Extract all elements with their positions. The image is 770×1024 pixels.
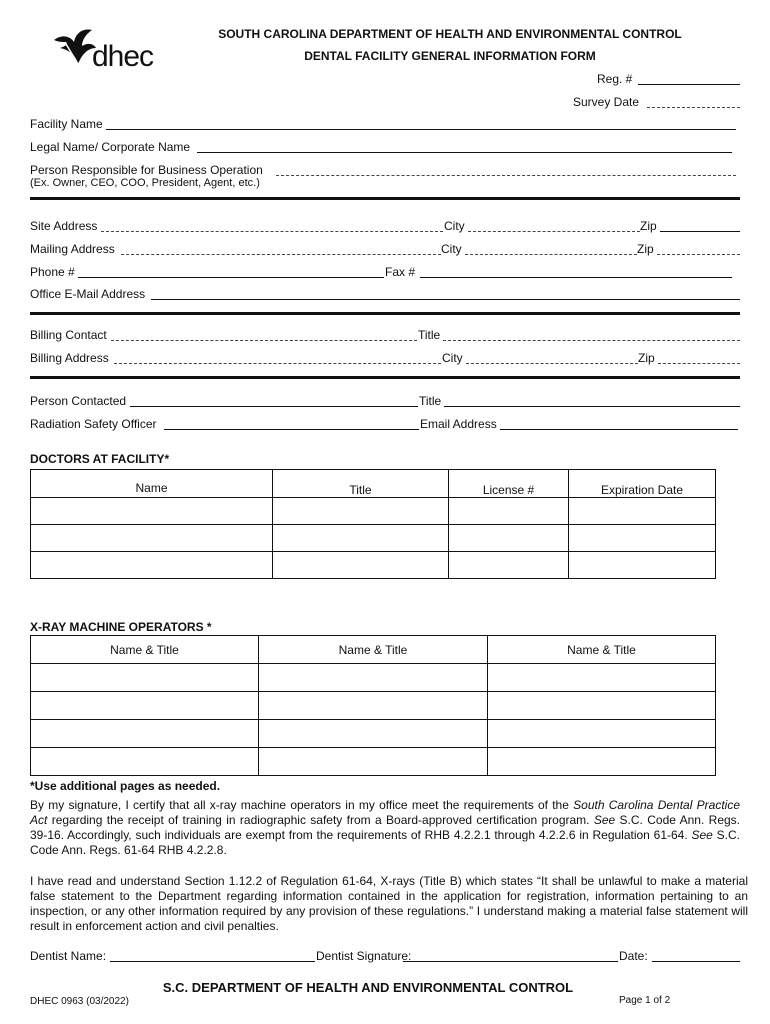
mailing-address-field[interactable] xyxy=(121,254,441,255)
mailing-zip-label: Zip xyxy=(637,242,654,256)
facility-name-field[interactable] xyxy=(106,129,736,130)
table-cell[interactable] xyxy=(259,720,488,748)
legal-name-field[interactable] xyxy=(197,152,732,153)
person-contacted-field[interactable] xyxy=(130,406,418,407)
operators-table xyxy=(30,635,716,776)
table-cell[interactable] xyxy=(273,498,449,525)
footer-agency: S.C. DEPARTMENT OF HEALTH AND ENVIRONMENTAL CONTROL xyxy=(162,980,574,995)
office-email-label: Office E-Mail Address xyxy=(30,287,146,301)
table-cell[interactable] xyxy=(273,552,449,579)
table-cell[interactable] xyxy=(569,525,716,552)
table-row xyxy=(31,748,716,776)
section-divider xyxy=(30,376,740,379)
contact-title-label: Title xyxy=(419,394,442,408)
col-name-title-3: Name & Title xyxy=(488,636,716,664)
dentist-name-label: Dentist Name: xyxy=(30,949,107,963)
person-responsible-field[interactable] xyxy=(276,175,736,176)
logo-wordmark: dhec xyxy=(92,40,154,73)
fax-field[interactable] xyxy=(420,277,732,278)
mailing-address-label: Mailing Address xyxy=(30,242,115,256)
dhec-logo xyxy=(52,26,172,74)
additional-pages-note: *Use additional pages as needed. xyxy=(30,779,221,793)
table-row xyxy=(31,498,716,525)
cert-text-c: S.C. Code Ann. Regs. 39-16. Accordingly, such individuals are exempt from the requirements of RHB 4.2.2.1 through 4.2.2.6 in Regulation 61-64. xyxy=(30,813,740,842)
table-cell[interactable] xyxy=(488,748,716,776)
page-number: Page 1 of 2 xyxy=(619,995,671,1006)
table-cell[interactable] xyxy=(259,748,488,776)
col-title: Title xyxy=(273,470,449,498)
site-zip-label: Zip xyxy=(640,219,657,233)
table-cell[interactable] xyxy=(259,692,488,720)
agency-title: SOUTH CAROLINA DEPARTMENT OF HEALTH AND ENVIRONMENTAL CONTROL xyxy=(218,27,682,41)
site-address-field[interactable] xyxy=(101,231,443,232)
table-cell[interactable] xyxy=(31,692,259,720)
person-contacted-label: Person Contacted xyxy=(30,394,127,408)
operators-heading: X-RAY MACHINE OPERATORS * xyxy=(30,620,212,634)
dental-practice-act: South Carolina Dental Practice Act xyxy=(30,798,740,827)
phone-label: Phone # xyxy=(30,265,75,279)
billing-city-label: City xyxy=(442,351,463,365)
table-cell[interactable] xyxy=(449,552,569,579)
mailing-zip-field[interactable] xyxy=(657,254,740,255)
legal-name-label: Legal Name/ Corporate Name xyxy=(30,140,191,154)
facility-name-label: Facility Name xyxy=(30,117,103,131)
table-row xyxy=(31,552,716,579)
table-cell[interactable] xyxy=(31,748,259,776)
site-city-label: City xyxy=(444,219,465,233)
reg-label: Reg. # xyxy=(597,72,633,86)
col-expiration: Expiration Date xyxy=(569,470,716,498)
section-divider xyxy=(30,312,740,315)
table-cell[interactable] xyxy=(31,498,273,525)
site-address-label: Site Address xyxy=(30,219,98,233)
form-number: DHEC 0963 (03/2022) xyxy=(30,996,129,1007)
table-row xyxy=(31,525,716,552)
operators-header-row xyxy=(31,636,716,664)
doctors-header-row xyxy=(31,470,716,498)
fax-label: Fax # xyxy=(385,265,416,279)
contact-title-field[interactable] xyxy=(444,406,740,407)
email-address-label: Email Address xyxy=(420,417,497,431)
person-responsible-label: Person Responsible for Business Operation xyxy=(30,163,263,177)
cert-text-d: S.C. Code Ann. Regs. 61-64 RHB 4.2.2.8. xyxy=(30,828,741,857)
cert-text-a: By my signature, I certify that all x-ray machine operators in my office meet the requirements of the xyxy=(30,798,574,812)
col-name: Name xyxy=(31,470,273,498)
col-license: License # xyxy=(449,470,569,498)
billing-zip-field[interactable] xyxy=(658,363,740,364)
table-cell[interactable] xyxy=(488,664,716,692)
dentist-signature-field[interactable] xyxy=(403,961,618,962)
phone-field[interactable] xyxy=(78,277,384,278)
table-cell[interactable] xyxy=(569,552,716,579)
site-city-field[interactable] xyxy=(468,231,640,232)
doctors-table xyxy=(30,469,716,579)
reg-field[interactable] xyxy=(638,84,740,85)
table-row xyxy=(31,720,716,748)
col-name-title-1: Name & Title xyxy=(31,636,259,664)
email-address-field[interactable] xyxy=(500,429,738,430)
table-cell[interactable] xyxy=(488,720,716,748)
table-cell[interactable] xyxy=(31,525,273,552)
table-cell[interactable] xyxy=(31,552,273,579)
billing-title-field[interactable] xyxy=(443,340,740,341)
billing-address-label: Billing Address xyxy=(30,351,109,365)
certification-paragraph xyxy=(30,798,740,858)
cert-text-b: regarding the receipt of training in radiographic safety from a Board-approved certification program. xyxy=(47,813,594,827)
form-title: DENTAL FACILITY GENERAL INFORMATION FORM xyxy=(304,49,596,63)
section-divider xyxy=(30,197,740,200)
mailing-city-label: City xyxy=(441,242,462,256)
billing-zip-label: Zip xyxy=(638,351,655,365)
col-name-title-2: Name & Title xyxy=(259,636,488,664)
radiation-officer-label: Radiation Safety Officer xyxy=(30,417,157,431)
billing-title-label: Title xyxy=(418,328,441,342)
see-ref-1: See xyxy=(593,813,616,827)
survey-date-label: Survey Date xyxy=(573,95,640,109)
table-row xyxy=(31,692,716,720)
table-cell[interactable] xyxy=(488,692,716,720)
table-cell[interactable] xyxy=(449,525,569,552)
table-cell[interactable] xyxy=(31,720,259,748)
radiation-officer-field[interactable] xyxy=(164,429,419,430)
billing-contact-label: Billing Contact xyxy=(30,328,107,342)
see-ref-2: See xyxy=(691,828,713,842)
mailing-city-field[interactable] xyxy=(465,254,637,255)
dentist-name-field[interactable] xyxy=(110,961,315,962)
survey-date-field[interactable] xyxy=(647,107,740,108)
person-responsible-hint: (Ex. Owner, CEO, COO, President, Agent, etc.) xyxy=(30,177,260,189)
dentist-signature-label: Dentist Signature: xyxy=(316,949,412,963)
date-field[interactable] xyxy=(652,961,740,962)
date-label: Date: xyxy=(619,949,648,963)
table-cell[interactable] xyxy=(449,498,569,525)
table-cell[interactable] xyxy=(259,664,488,692)
table-cell[interactable] xyxy=(31,664,259,692)
false-statement-paragraph: I have read and understand Section 1.12.2 of Regulation 61-64, X-rays (Title B) which states “It shall be unlawful to make a material false statement to the Department regarding information contained in the application for registration, information pertaining to an inspection, or any other information required by any provision of these regulations.” I understand making a material false statement will result in enforcement action and civil penalties. xyxy=(30,874,748,933)
table-cell[interactable] xyxy=(569,498,716,525)
table-cell[interactable] xyxy=(273,525,449,552)
billing-city-field[interactable] xyxy=(466,363,638,364)
billing-contact-field[interactable] xyxy=(111,340,417,341)
doctors-heading: DOCTORS AT FACILITY* xyxy=(30,452,170,466)
billing-address-field[interactable] xyxy=(114,363,441,364)
site-zip-field[interactable] xyxy=(660,231,740,232)
office-email-field[interactable] xyxy=(151,299,740,300)
table-row xyxy=(31,664,716,692)
